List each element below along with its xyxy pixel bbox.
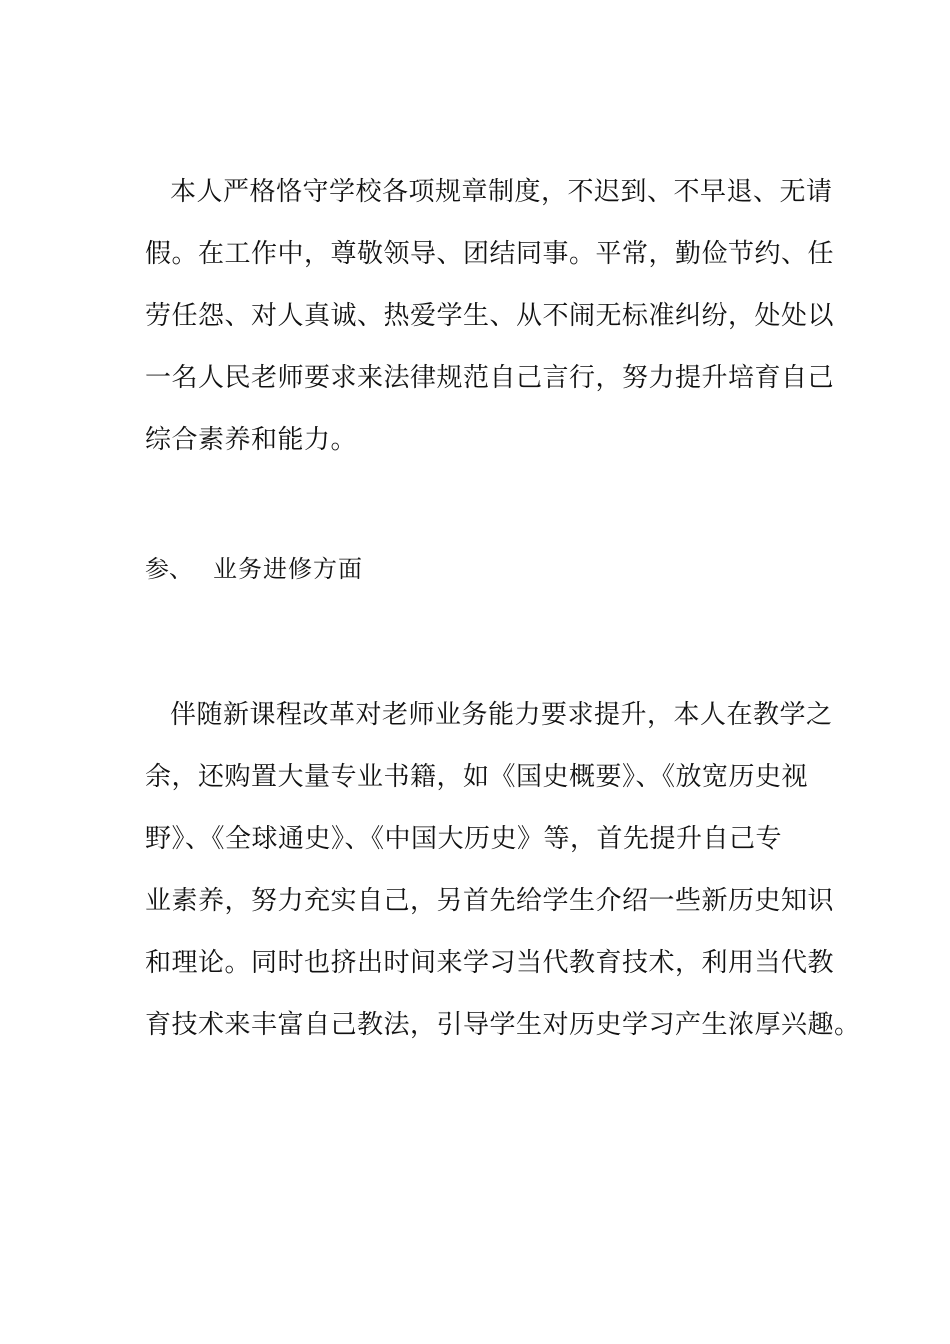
paragraph-line: 余，还购置大量专业书籍，如《国史概要》、《放宽历史视 [145, 762, 809, 792]
paragraph-line: 假。在工作中，尊敬领导、团结同事。平常，勤俭节约、任 [145, 239, 835, 269]
paragraph-line: 伴随新课程改革对老师业务能力要求提升，本人在教学之 [170, 700, 833, 730]
paragraph-line: 劳任怨、对人真诚、热爱学生、从不闹无标准纠纷，处处以 [145, 301, 835, 331]
section-title: 业务进修方面 [213, 555, 363, 583]
paragraph-line: 一名人民老师要求来法律规范自己言行，努力提升培育自己 [145, 363, 835, 393]
paragraph-line: 野》、《全球通史》、《中国大历史》等，首先提升自己专 [145, 824, 783, 854]
paragraph-line: 综合素养和能力。 [145, 425, 358, 455]
section-number: 参、 [145, 555, 193, 583]
paragraph-line: 业素养，努力充实自己，另首先给学生介绍一些新历史知识 [145, 886, 835, 916]
paragraph-line: 和理论。同时也挤出时间来学习当代教育技术，利用当代教 [145, 948, 835, 978]
paragraph-line: 本人严格恪守学校各项规章制度，不迟到、不早退、无请 [170, 177, 833, 207]
paragraph-line: 育技术来丰富自己教法，引导学生对历史学习产生浓厚兴趣。 [145, 1010, 861, 1040]
